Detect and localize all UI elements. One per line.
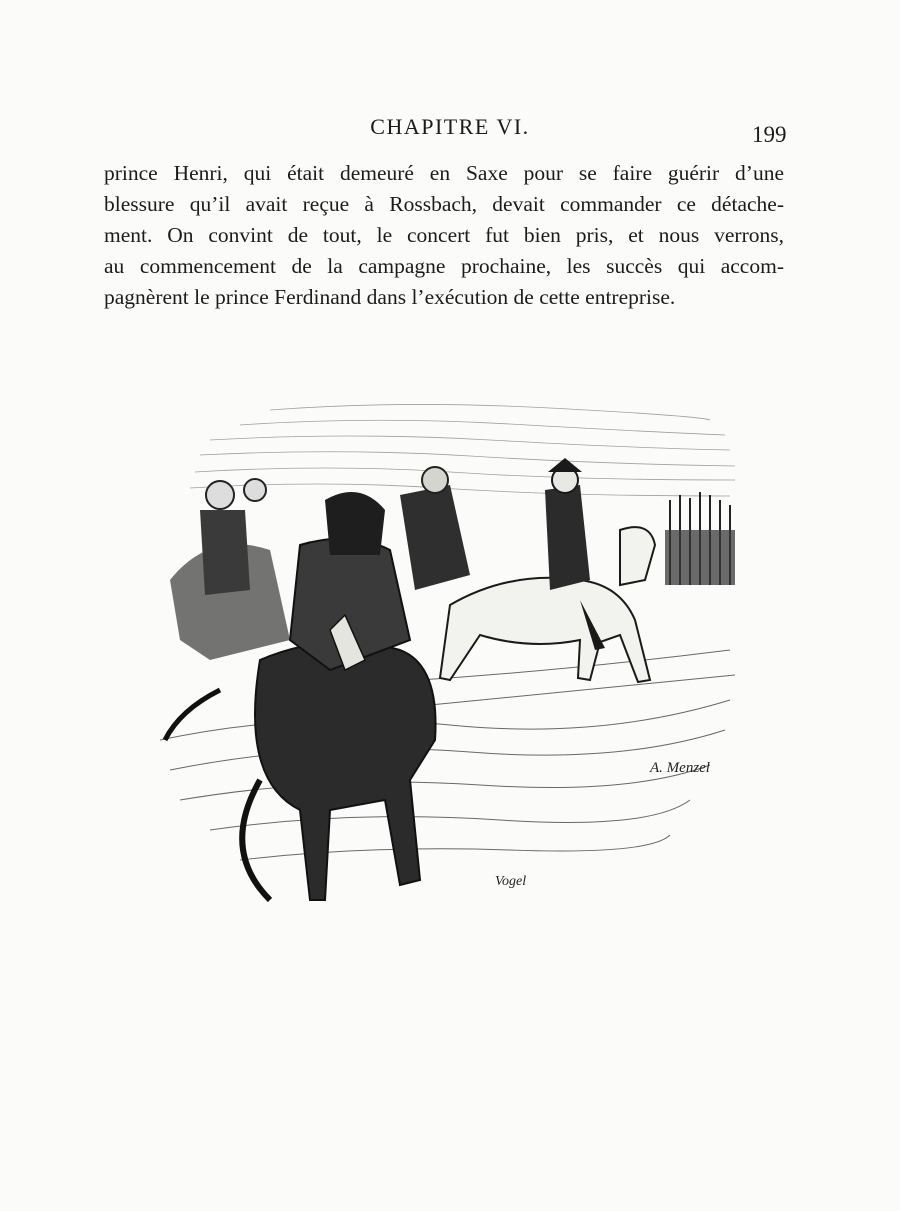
page-number: 199	[752, 122, 787, 147]
body-line: pagnèrent le prince Ferdinand dans l’exécution de cette entreprise.	[104, 285, 676, 309]
officer-on-white-horse	[440, 458, 655, 682]
cavalry-engraving-illustration	[150, 380, 740, 920]
engraver-signature: Vogel	[495, 874, 527, 889]
artist-signature: A. Menzel	[650, 760, 710, 776]
body-line: au commencement de la campagne prochaine, les succès qui accom-	[104, 254, 784, 278]
sky-hatching	[190, 404, 735, 496]
chapter-title: CHAPITRE VI.	[370, 114, 530, 139]
body-line: prince Henri, qui était demeuré en Saxe pour se faire guérir d’une	[104, 161, 784, 185]
distant-troops	[665, 492, 735, 585]
body-line: blessure qu’il avait reçue à Rossbach, devait commander ce détache-	[104, 192, 784, 216]
ground-hatching	[160, 650, 735, 860]
body-paragraph	[104, 158, 784, 313]
body-line: ment. On convint de tout, le concert fut bien pris, et nous verrons,	[104, 223, 784, 247]
